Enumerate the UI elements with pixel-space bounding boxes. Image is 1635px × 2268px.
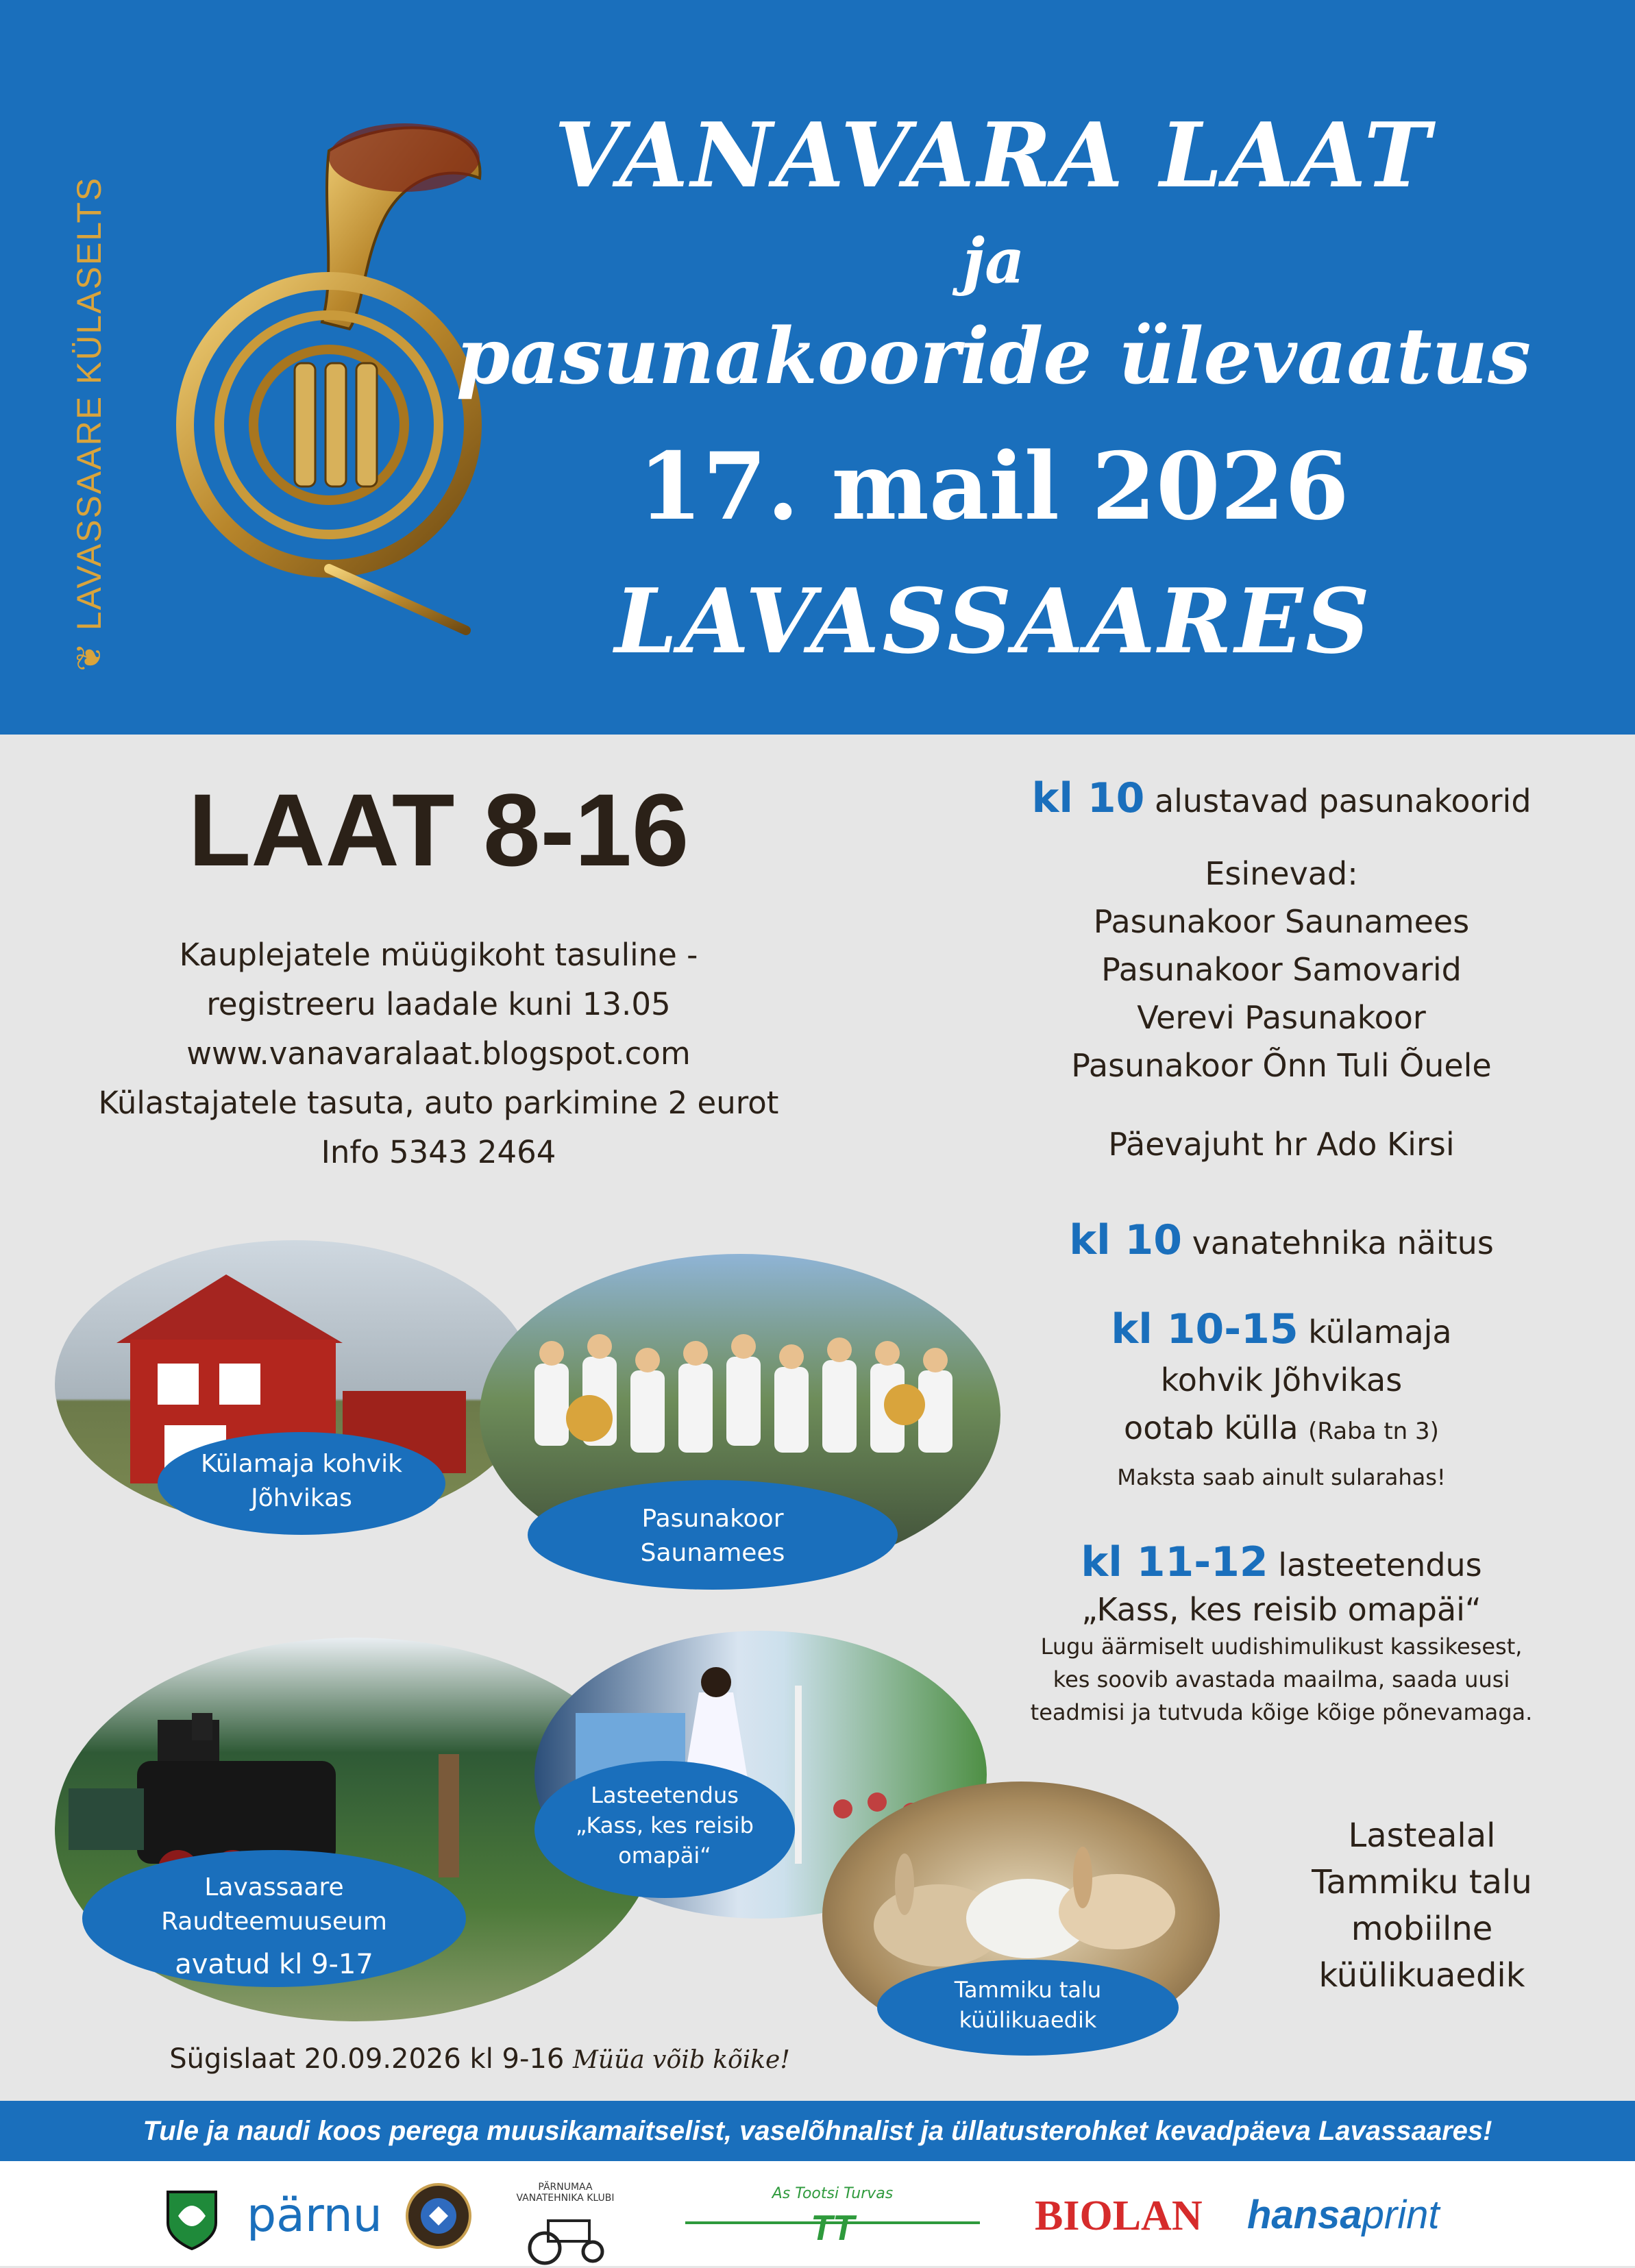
brass-start bbox=[973, 774, 1590, 825]
hansaprint-logo bbox=[1247, 2192, 1439, 2238]
event-place: LAVASSAARES bbox=[614, 569, 1373, 674]
house-label bbox=[158, 1432, 445, 1535]
band-label-line: Pasunakoor bbox=[641, 1505, 784, 1533]
kids-line: küülikuaedik bbox=[1318, 1956, 1525, 1995]
performers-heading: Esinevad: bbox=[1205, 855, 1358, 892]
kids-line: Lastealal bbox=[1348, 1816, 1496, 1855]
house-label-line: Külamaja kohvik bbox=[201, 1450, 402, 1478]
autumn-text: Sügislaat 20.09.2026 kl 9-16 bbox=[169, 2043, 565, 2075]
cafe-info bbox=[973, 1305, 1590, 1494]
hansaprint-part2: print bbox=[1362, 2193, 1440, 2237]
band-label-line: Saunamees bbox=[640, 1539, 785, 1567]
performer: Verevi Pasunakoor bbox=[1137, 999, 1426, 1036]
performer: Pasunakoor Saunamees bbox=[1093, 903, 1470, 940]
day-host: Päevajuht hr Ado Kirsi bbox=[1108, 1126, 1455, 1163]
tootsi-logo bbox=[685, 2185, 980, 2254]
show-label-line: „Kass, kes reisib bbox=[576, 1812, 754, 1838]
train-label-line: Raudteemuuseum bbox=[161, 1908, 387, 1936]
kids-area bbox=[1268, 1812, 1576, 1999]
title-vanavara-laat: VANAVARA LAAT bbox=[554, 103, 1434, 208]
tech-club-logo bbox=[507, 2182, 624, 2257]
fair-line: registreeru laadale kuni 13.05 bbox=[206, 986, 671, 1022]
tech-show bbox=[973, 1216, 1590, 1267]
title-pasunakooride: pasunakooride ülevaatus bbox=[456, 312, 1532, 402]
rabbit-label-line: Tammiku talu bbox=[954, 1977, 1102, 2003]
tech-text: vanatehnika näitus bbox=[1192, 1224, 1494, 1261]
side-org-text: LAVASSAARE KÜLASELTS bbox=[70, 176, 108, 631]
cafe-text2: kohvik Jõhvikas bbox=[1160, 1361, 1403, 1398]
children-show-label bbox=[534, 1761, 795, 1898]
cafe-text1: külamaja bbox=[1308, 1314, 1452, 1351]
tech-time: kl 10 bbox=[1069, 1216, 1183, 1264]
show-title: „Kass, kes reisib omapäi“ bbox=[1081, 1591, 1482, 1628]
performer: Pasunakoor Õnn Tuli Õuele bbox=[1071, 1047, 1492, 1084]
show-label-line: omapäi“ bbox=[618, 1842, 711, 1869]
cafe-text3: ootab külla bbox=[1124, 1409, 1299, 1446]
show-text: lasteetendus bbox=[1278, 1546, 1482, 1583]
brass-time: kl 10 bbox=[1031, 774, 1145, 822]
performer: Pasunakoor Samovarid bbox=[1101, 951, 1462, 988]
train-label bbox=[82, 1850, 466, 1987]
hansaprint-part1: hansa bbox=[1247, 2193, 1362, 2237]
side-org-label bbox=[69, 103, 110, 671]
cafe-time: kl 10-15 bbox=[1111, 1305, 1299, 1353]
cafe-address: (Raba tn 3) bbox=[1308, 1418, 1439, 1445]
fair-info bbox=[89, 930, 788, 1177]
show-desc: Lugu äärmiselt uudishimulikust kassikesest, bbox=[1040, 1634, 1523, 1660]
invitation-bar: Tule ja naudi koos perega muusikamaitselist, vaselõhnalist ja üllatusterohket kevadpäeva Lavassaares! bbox=[0, 2101, 1635, 2161]
band-label bbox=[528, 1480, 898, 1590]
org-logo-icon: ❦ bbox=[70, 630, 108, 671]
parnu-logo: pärnu bbox=[247, 2189, 382, 2243]
svg-text:TT: TT bbox=[811, 2208, 855, 2248]
brass-text: alustavad pasunakoorid bbox=[1154, 782, 1532, 819]
fair-website-link[interactable]: www.vanavaralaat.blogspot.com bbox=[186, 1035, 691, 1072]
tootsi-name: As Tootsi Turvas bbox=[772, 2185, 894, 2202]
children-show bbox=[973, 1538, 1590, 1729]
train-hours: avatud kl 9-17 bbox=[175, 1949, 373, 1980]
train-label-line: Lavassaare bbox=[204, 1873, 344, 1901]
tech-club-name: PÄRNUMAA VANATEHNIKA KLUBI bbox=[516, 2182, 615, 2204]
fair-heading: LAAT 8-16 bbox=[188, 772, 689, 887]
tractor-icon bbox=[507, 2204, 624, 2265]
fair-line: Külastajatele tasuta, auto parkimine 2 eurot bbox=[98, 1085, 779, 1121]
house-label-line: Jõhvikas bbox=[251, 1484, 352, 1512]
autumn-note: Müüa võib kõike! bbox=[573, 2046, 790, 2074]
event-date: 17. mail 2026 bbox=[638, 432, 1349, 541]
cafe-note: Maksta saab ainult sularahas! bbox=[1117, 1464, 1446, 1490]
performers-list bbox=[973, 850, 1590, 1089]
tootsi-mark-icon bbox=[685, 2202, 980, 2250]
seal-logo-icon bbox=[404, 2182, 473, 2250]
kids-line: mobiilne bbox=[1351, 1910, 1493, 1948]
title-ja: ja bbox=[962, 225, 1025, 297]
kids-line: Tammiku talu bbox=[1312, 1863, 1532, 1901]
show-desc: teadmisi ja tutvuda kõige kõige põnevamaga. bbox=[1030, 1699, 1533, 1725]
rabbit-label-line: küülikuaedik bbox=[959, 2007, 1097, 2033]
fair-phone: Info 5343 2464 bbox=[321, 1134, 556, 1170]
show-desc: kes soovib avastada maailma, saada uusi bbox=[1053, 1666, 1510, 1692]
municipality-crest-icon bbox=[164, 2189, 219, 2250]
show-time: kl 11-12 bbox=[1081, 1538, 1268, 1586]
biolan-logo: BIOLAN bbox=[1035, 2193, 1203, 2239]
autumn-fair bbox=[0, 2038, 959, 2081]
show-label-line: Lasteetendus bbox=[591, 1782, 739, 1808]
sponsor-footer bbox=[0, 2161, 1635, 2266]
fair-line: Kauplejatele müügikoht tasuline - bbox=[179, 937, 698, 973]
